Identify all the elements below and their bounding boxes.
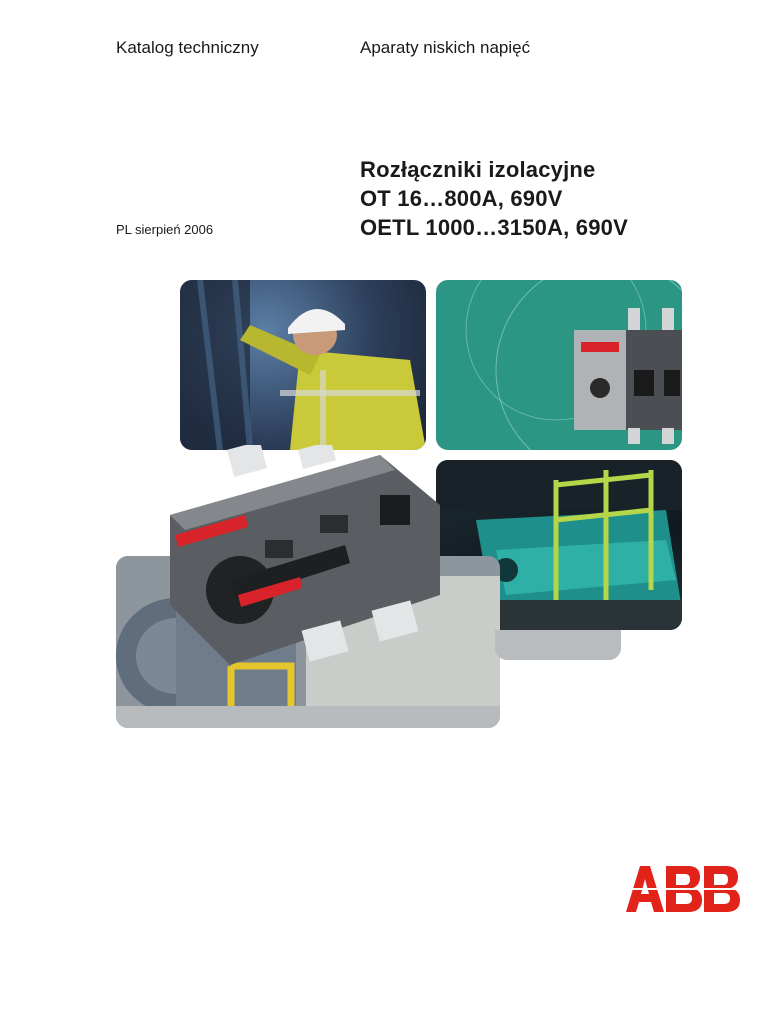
title-line-3: OETL 1000…3150A, 690V (360, 215, 628, 240)
disconnector-switch-photo (150, 445, 450, 675)
catalog-type-label: Katalog techniczny (116, 38, 259, 57)
switch-product-teal-photo (436, 280, 682, 450)
abb-logo (626, 864, 740, 914)
floor-strip-photo (495, 630, 621, 660)
product-category-label: Aparaty niskich napięć (360, 38, 531, 57)
title-line-2: OT 16…800A, 690V (360, 186, 563, 211)
title-line-1: Rozłączniki izolacyjne (360, 157, 596, 182)
edition-date: PL sierpień 2006 (116, 222, 214, 237)
worker-helmet-photo (180, 280, 426, 450)
